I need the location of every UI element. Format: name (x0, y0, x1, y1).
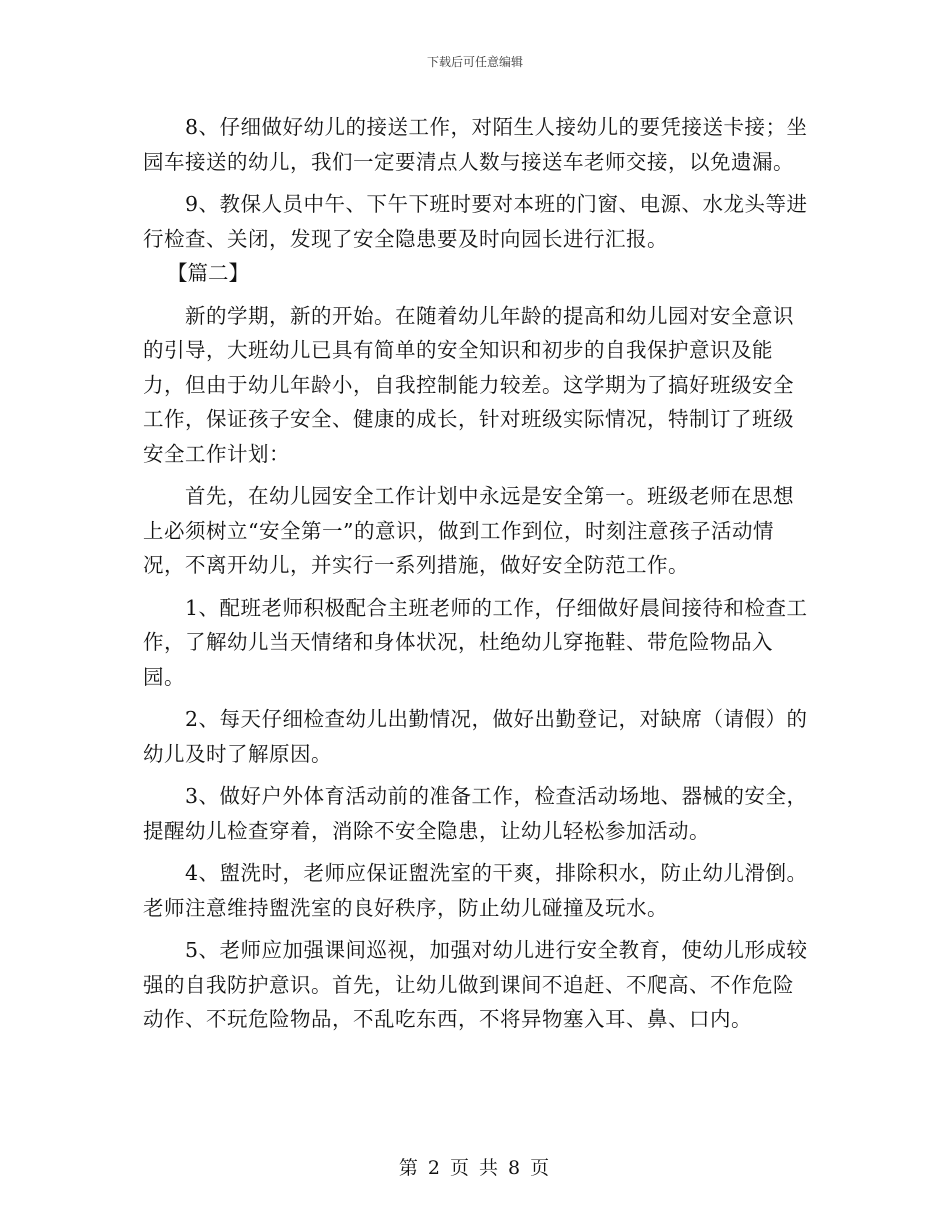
paragraph-item-5: 5、老师应加强课间巡视，加强对幼儿进行安全教育，使幼儿形成较强的自我防护意识。首先，让幼儿做到课间不追赶、不爬高、不作危险动作、不玩危险物品，不乱吃东西，不将异物塞入耳、鼻、口内。 (143, 938, 808, 1031)
paragraph-intro: 新的学期，新的开始。在随着幼儿年龄的提高和幼儿园对安全意识的引导，大班幼儿已具有简单的安全知识和初步的自我保护意识及能力，但由于幼儿年龄小，自我控制能力较差。这学期为了搞好班级安全工作，保证孩子安全、健康的成长，针对班级实际情况，特制订了班级安全工作计划： (143, 303, 794, 466)
page-header-note: 下载后可任意编辑 (426, 55, 523, 69)
paragraph-first: 首先，在幼儿园安全工作计划中永远是安全第一。班级老师在思想上必须树立“安全第一”的意识，做到工作到位，时刻注意孩子活动情况，不离开幼儿，并实行一系列措施，做好安全防范工作。 (143, 484, 794, 577)
page-number: 第 2 页 共 8 页 (398, 1157, 552, 1179)
document-body (143, 110, 808, 1037)
paragraph-item-1: 1、配班老师积极配合主班老师的工作，仔细做好晨间接待和检查工作，了解幼儿当天情绪和身体状况，杜绝幼儿穿拖鞋、带危险物品入园。 (143, 595, 808, 689)
paragraph-item-4: 4、盥洗时，老师应保证盥洗室的干爽，排除积水，防止幼儿滑倒。老师注意维持盥洗室的良好秩序，防止幼儿碰撞及玩水。 (143, 861, 808, 920)
paragraph-item-3: 3、做好户外体育活动前的准备工作，检查活动场地、器械的安全，提醒幼儿检查穿着，消除不安全隐患，让幼儿轻松参加活动。 (143, 784, 808, 843)
paragraph-item-9: 9、教保人员中午、下午下班时要对本班的门窗、电源、水龙头等进行检查、关闭，发现了安全隐患要及时向园长进行汇报。 (143, 192, 808, 251)
paragraph-item-8: 8、仔细做好幼儿的接送工作，对陌生人接幼儿的要凭接送卡接；坐园车接送的幼儿，我们一定要清点人数与接送车老师交接，以免遗漏。 (143, 115, 808, 174)
section-title: 【篇二】 (167, 261, 249, 285)
paragraph-item-2: 2、每天仔细检查幼儿出勤情况，做好出勤登记，对缺席（请假）的幼儿及时了解原因。 (143, 707, 808, 766)
